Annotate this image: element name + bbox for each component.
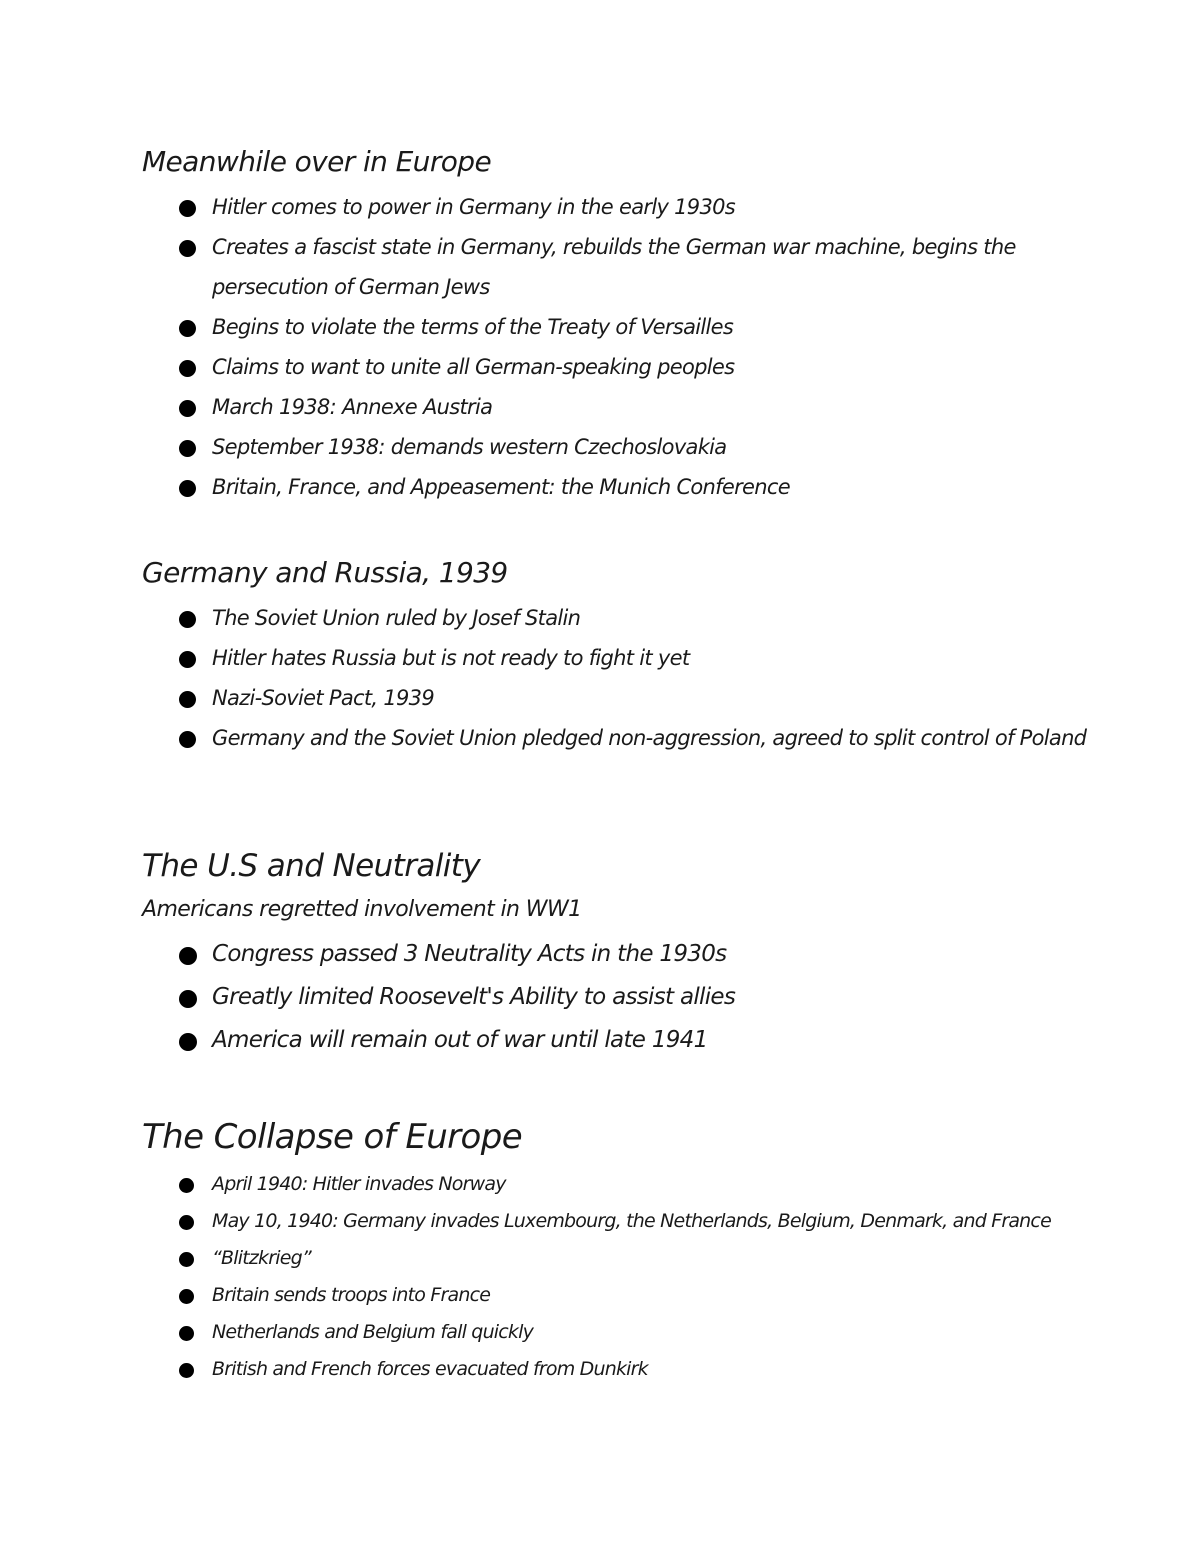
bullet-icon [179, 990, 197, 1008]
list-item [142, 307, 1102, 347]
list-item-text: March 1938: Annexe Austria [212, 395, 493, 419]
list-item-text: The Soviet Union ruled by Josef Stalin [212, 606, 581, 630]
list-item [142, 1351, 1102, 1388]
list-item-text: Britain sends troops into France [212, 1284, 491, 1306]
bullet-icon [179, 731, 196, 748]
bullet-icon [179, 1326, 194, 1341]
section-heading: The Collapse of Europe [142, 1117, 523, 1157]
list-item-text: Congress passed 3 Neutrality Acts in the 1930s [212, 941, 727, 967]
bullet-icon [179, 1289, 194, 1304]
bullet-icon [179, 440, 196, 457]
bullet-icon [179, 1363, 194, 1378]
list-item [142, 1240, 1102, 1277]
list-item-text: April 1940: Hitler invades Norway [212, 1173, 506, 1195]
section-germany-and-russia [142, 553, 1102, 758]
list-item [142, 1019, 1102, 1062]
section-collapse-of-europe [142, 1112, 1102, 1388]
list-item-text: British and French forces evacuated from Dunkirk [212, 1358, 648, 1380]
list-item [142, 387, 1102, 427]
section-heading: The U.S and Neutrality [142, 848, 481, 884]
list-item [142, 1166, 1102, 1203]
list-item [142, 933, 1102, 976]
section-heading: Meanwhile over in Europe [142, 145, 492, 178]
bullet-icon [179, 1033, 197, 1051]
list-item-text: Hitler comes to power in Germany in the early 1930s [212, 195, 736, 219]
list-item-text: Claims to want to unite all German-speaking peoples [212, 355, 735, 379]
list-item [142, 1203, 1102, 1240]
bullet-icon [179, 1215, 194, 1230]
bullet-icon [179, 400, 196, 417]
list-item-text: May 10, 1940: Germany invades Luxembourg, the Netherlands, Belgium, Denmark, and France [212, 1210, 1051, 1232]
list-item-text: Britain, France, and Appeasement: the Munich Conference [212, 475, 790, 499]
section-heading: Germany and Russia, 1939 [142, 556, 508, 589]
bullet-list [142, 187, 1102, 507]
list-item-text: September 1938: demands western Czechoslovakia [212, 435, 727, 459]
list-item-text: “Blitzkrieg” [212, 1247, 311, 1269]
bullet-icon [179, 200, 196, 217]
list-item [142, 718, 1102, 758]
list-item-text: Netherlands and Belgium fall quickly [212, 1321, 534, 1343]
list-item [142, 227, 1102, 307]
list-item-text: Nazi-Soviet Pact, 1939 [212, 686, 434, 710]
bullet-icon [179, 651, 196, 668]
list-item [142, 598, 1102, 638]
list-item [142, 638, 1102, 678]
list-item [142, 1314, 1102, 1351]
list-item [142, 467, 1102, 507]
bullet-icon [179, 1178, 194, 1193]
bullet-icon [179, 947, 197, 965]
bullet-icon [179, 1252, 194, 1267]
bullet-list [142, 598, 1102, 758]
list-item [142, 347, 1102, 387]
list-item [142, 427, 1102, 467]
list-item-text: Germany and the Soviet Union pledged non-aggression, agreed to split control of Poland [212, 726, 1087, 750]
list-item-text: Creates a fascist state in Germany, rebuilds the German war machine, begins the persecution of German Jews [212, 235, 1016, 299]
list-item-text: Hitler hates Russia but is not ready to fight it yet [212, 646, 690, 670]
list-item [142, 187, 1102, 227]
section-meanwhile-over-in-europe [142, 142, 1102, 507]
section-subheading: Americans regretted involvement in WW1 [142, 897, 582, 922]
bullet-icon [179, 240, 196, 257]
bullet-icon [179, 360, 196, 377]
list-item-text: Begins to violate the terms of the Treaty of Versailles [212, 315, 734, 339]
bullet-icon [179, 480, 196, 497]
list-item [142, 678, 1102, 718]
list-item [142, 1277, 1102, 1314]
bullet-icon [179, 691, 196, 708]
list-item-text: America will remain out of war until late 1941 [212, 1027, 708, 1053]
bullet-icon [179, 611, 196, 628]
list-item [142, 976, 1102, 1019]
list-item-text: Greatly limited Roosevelt's Ability to assist allies [212, 984, 736, 1010]
bullet-list [142, 933, 1102, 1062]
bullet-icon [179, 320, 196, 337]
section-us-and-neutrality [142, 843, 1102, 1062]
bullet-list [142, 1166, 1102, 1388]
